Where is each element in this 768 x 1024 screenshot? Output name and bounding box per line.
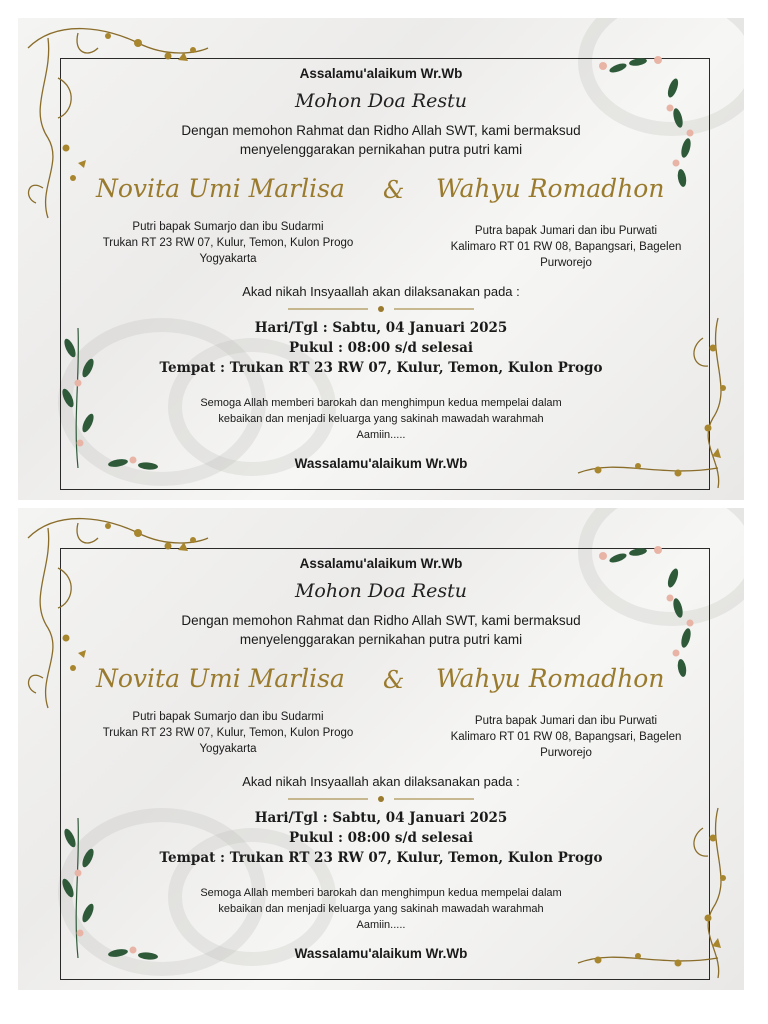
prayer-line-2: kebaikan dan menjadi keluarga yang sakinah mawadah warahmah <box>218 413 544 425</box>
bride-parent-line: Trukan RT 23 RW 07, Kulur, Temon, Kulon Progo <box>102 727 354 739</box>
groom-parents <box>411 223 721 271</box>
ampersand: & <box>383 176 405 204</box>
groom-parent-line: Purworejo <box>540 747 592 759</box>
bride-parent-line: Yogyakarta <box>199 743 257 755</box>
closing: Wassalamu'alaikum Wr.Wb <box>294 946 468 961</box>
invitation-card <box>18 508 744 990</box>
place-line: Tempat : Trukan RT 23 RW 07, Kulur, Temon, Kulon Progo <box>159 850 603 866</box>
time-line: Pukul : 08:00 s/d selesai <box>289 830 473 846</box>
bride-parent-line: Putri bapak Sumarjo dan ibu Sudarmi <box>132 711 324 723</box>
date-line: Hari/Tgl : Sabtu, 04 Januari 2025 <box>254 810 508 826</box>
place-line: Tempat : Trukan RT 23 RW 07, Kulur, Temon, Kulon Progo <box>159 360 603 376</box>
time-line: Pukul : 08:00 s/d selesai <box>289 340 473 356</box>
groom-name: Wahyu Romadhon <box>436 664 665 693</box>
title: Mohon Doa Restu <box>294 580 468 602</box>
bride-parent-line: Trukan RT 23 RW 07, Kulur, Temon, Kulon Progo <box>102 237 354 249</box>
divider-ornament <box>288 305 474 313</box>
greeting: Assalamu'alaikum Wr.Wb <box>299 556 463 571</box>
intro-line-2: menyelenggarakan pernikahan putra putri kami <box>239 632 523 647</box>
intro-line-1: Dengan memohon Rahmat dan Ridho Allah SWT, kami bermaksud <box>181 123 581 138</box>
date-line: Hari/Tgl : Sabtu, 04 Januari 2025 <box>254 320 508 336</box>
bride-name: Novita Umi Marlisa <box>96 174 345 203</box>
bride-parent-line: Yogyakarta <box>199 253 257 265</box>
intro-line-2: menyelenggarakan pernikahan putra putri kami <box>239 142 523 157</box>
akad-intro: Akad nikah Insyaallah akan dilaksanakan pada : <box>242 284 520 299</box>
prayer-line-1: Semoga Allah memberi barokah dan menghimpun kedua mempelai dalam <box>200 887 562 899</box>
title: Mohon Doa Restu <box>294 90 468 112</box>
groom-name: Wahyu Romadhon <box>436 174 665 203</box>
ampersand: & <box>383 666 405 694</box>
akad-intro: Akad nikah Insyaallah akan dilaksanakan pada : <box>242 774 520 789</box>
groom-parent-line: Purworejo <box>540 257 592 269</box>
invitation-card <box>18 18 744 500</box>
bride-name: Novita Umi Marlisa <box>96 664 345 693</box>
prayer-line-3: Aamiin..... <box>356 919 406 931</box>
intro-line-1: Dengan memohon Rahmat dan Ridho Allah SWT, kami bermaksud <box>181 613 581 628</box>
divider-ornament <box>288 795 474 803</box>
bride-parents <box>73 219 383 267</box>
closing: Wassalamu'alaikum Wr.Wb <box>294 456 468 471</box>
prayer-line-3: Aamiin..... <box>356 429 406 441</box>
bride-parent-line: Putri bapak Sumarjo dan ibu Sudarmi <box>132 221 324 233</box>
groom-parent-line: Putra bapak Jumari dan ibu Purwati <box>474 715 658 727</box>
groom-parents <box>411 713 721 761</box>
greeting: Assalamu'alaikum Wr.Wb <box>299 66 463 81</box>
groom-parent-line: Kalimaro RT 01 RW 08, Bapangsari, Bagelen <box>450 731 682 743</box>
bride-parents <box>73 709 383 757</box>
prayer-line-2: kebaikan dan menjadi keluarga yang sakinah mawadah warahmah <box>218 903 544 915</box>
prayer-line-1: Semoga Allah memberi barokah dan menghimpun kedua mempelai dalam <box>200 397 562 409</box>
groom-parent-line: Putra bapak Jumari dan ibu Purwati <box>474 225 658 237</box>
groom-parent-line: Kalimaro RT 01 RW 08, Bapangsari, Bagelen <box>450 241 682 253</box>
